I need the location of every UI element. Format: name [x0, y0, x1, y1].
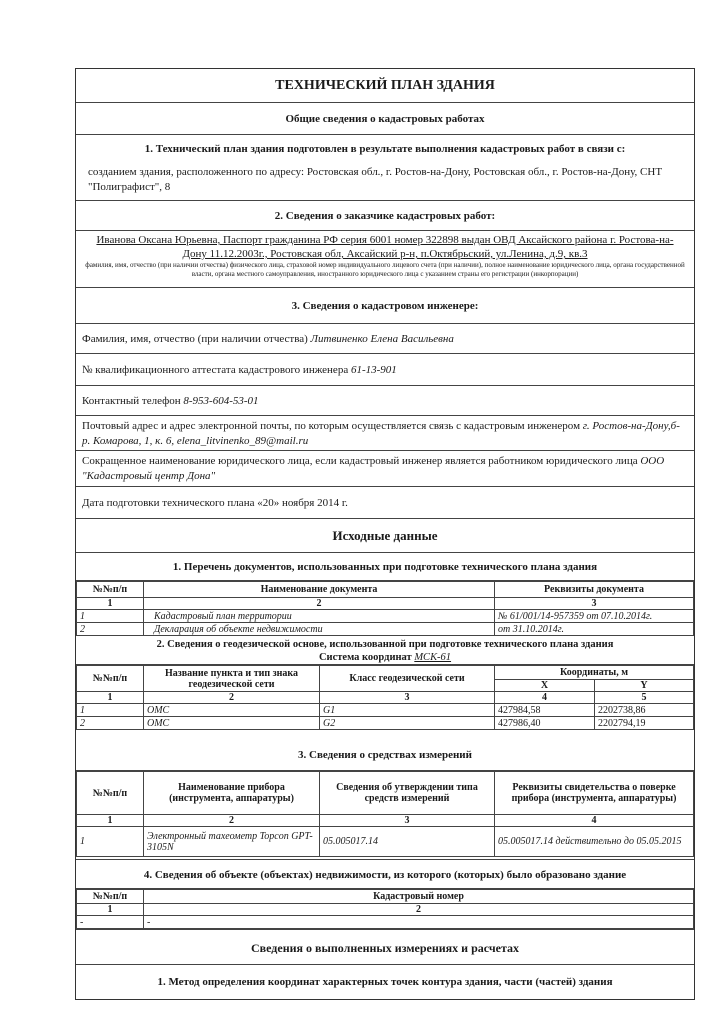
geo-cell: G1 — [320, 704, 495, 717]
instr-cell: 1 — [77, 827, 144, 857]
docs-cell: от 31.10.2014г. — [495, 623, 694, 636]
geo-col-number: 1 — [77, 692, 144, 704]
table-row — [77, 717, 694, 730]
documents-heading: 1. Перечень документов, использованных при подготовке технического плана здания — [76, 553, 694, 581]
geo-cell: G2 — [320, 717, 495, 730]
geo-header-coords: Координаты, м — [495, 666, 694, 680]
instr-col-number: 2 — [144, 815, 320, 827]
customer-caption: фамилия, имя, отчество (при наличии отчества) физического лица, страховой номер индивидуального лицевого счета (при наличии), полное наименование юридического лица, органа государственной власти, органа местного самоуправления, иностранного юридического лица с указанием страны его регистрации (инкорпорации) — [85, 261, 685, 278]
geo-cell: 2202738,86 — [595, 704, 694, 717]
geo-header-x: X — [495, 680, 595, 692]
geodetic-heading — [76, 635, 694, 665]
docs-cell: Декларация об объекте недвижимости — [144, 623, 495, 636]
geo-header-class: Класс геодезической сети — [320, 666, 495, 692]
objects-cell: - — [77, 916, 144, 929]
address-label: Почтовый адрес и адрес электронной почты, по которым осуществляется связь с кадастровым инженером — [82, 420, 581, 432]
instr-col-number: 1 — [77, 815, 144, 827]
instr-cell: Электронный тахеометр Topcon GPT-3105N — [144, 827, 320, 857]
docs-col-number: 1 — [77, 598, 144, 610]
table-row — [77, 827, 694, 857]
docs-header-details: Реквизиты документа — [495, 582, 694, 598]
objects-col-number: 2 — [144, 904, 694, 916]
docs-header-num: №№п/п — [77, 582, 144, 598]
geo-cell: 427986,40 — [495, 717, 595, 730]
objects-header-num: №№п/п — [77, 890, 144, 904]
geo-cell: 2202794,19 — [595, 717, 694, 730]
docs-cell: Кадастровый план территории — [144, 610, 495, 623]
table-row — [77, 623, 694, 636]
docs-cell: 1 — [77, 610, 144, 623]
certificate-row — [76, 354, 694, 386]
phone-label: Контактный телефон — [82, 395, 181, 407]
objects-header-cadastral: Кадастровый номер — [144, 890, 694, 904]
documents-table — [76, 581, 694, 636]
geo-cell: ОМС — [144, 704, 320, 717]
instr-cell: 05.005017.14 действительно до 05.05.2015 — [495, 827, 694, 857]
instr-header-certificate: Реквизиты свидетельства о поверке прибора (инструмента, аппаратуры) — [495, 772, 694, 815]
table-row — [77, 704, 694, 717]
geodetic-table — [76, 665, 694, 730]
engineer-name-value: Литвиненко Елена Васильевна — [310, 333, 454, 345]
organization-label: Сокращенное наименование юридического лица, если кадастровый инженер является работником юридического лица — [82, 455, 638, 467]
table-row — [77, 916, 694, 929]
geo-header-num: №№п/п — [77, 666, 144, 692]
geo-col-number: 5 — [595, 692, 694, 704]
certificate-value: 61-13-901 — [350, 364, 397, 376]
geo-col-number: 2 — [144, 692, 320, 704]
instr-cell: 05.005017.14 — [320, 827, 495, 857]
objects-table — [76, 889, 694, 929]
coordinate-system-value: МСК-61 — [414, 652, 452, 663]
docs-cell: 2 — [77, 623, 144, 636]
source-data-heading: Исходные данные — [76, 519, 694, 553]
geo-cell: ОМС — [144, 717, 320, 730]
phone-value: 8-953-604-53-01 — [183, 395, 259, 407]
geo-col-number: 3 — [320, 692, 495, 704]
objects-cell: - — [144, 916, 694, 929]
section-3-heading: 3. Сведения о кадастровом инженере: — [76, 288, 694, 324]
section-2-heading: 2. Сведения о заказчике кадастровых работ: — [76, 201, 694, 231]
geo-cell: 1 — [77, 704, 144, 717]
coordinate-system-label: Система координат — [318, 652, 412, 663]
section-1-text: созданием здания, расположенного по адресу: Ростовская обл., г. Ростов-на-Дону, Ростовская обл., г. Ростов-на-Дону, СНТ "Полиграфист", 8 — [88, 166, 663, 193]
table-row — [77, 610, 694, 623]
instruments-heading: 3. Сведения о средствах измерений — [76, 739, 694, 771]
instruments-table — [76, 771, 694, 857]
date-row: Дата подготовки технического плана «20» ноября 2014 г. — [76, 487, 694, 519]
geo-cell: 2 — [77, 717, 144, 730]
docs-header-name: Наименование документа — [144, 582, 495, 598]
objects-heading: 4. Сведения об объекте (объектах) недвижимости, из которого (которых) было образовано здание — [76, 859, 694, 889]
address-value: г. Ростов-на-Дону,б-р. Комарова, 1, к. 6, elena_litvinenko_89@mail.ru — [82, 420, 680, 447]
organization-row — [76, 451, 694, 487]
docs-cell: № 61/001/14-957359 от 07.10.2014г. — [495, 610, 694, 623]
instr-col-number: 4 — [495, 815, 694, 827]
method-heading: 1. Метод определения координат характерных точек контура здания, части (частей) здания — [157, 976, 613, 988]
general-info-heading: Общие сведения о кадастровых работах — [76, 103, 694, 135]
geo-header-point: Название пункта и тип знака геодезической сети — [144, 666, 320, 692]
measurements-heading: Сведения о выполненных измерениях и расчетах — [76, 929, 694, 965]
technical-plan-document — [75, 68, 695, 1000]
geo-header-y: Y — [595, 680, 694, 692]
docs-col-number: 2 — [144, 598, 495, 610]
coordinate-system — [76, 651, 694, 664]
objects-col-number: 1 — [77, 904, 144, 916]
docs-col-number: 3 — [495, 598, 694, 610]
instr-header-device: Наименование прибора (инструмента, аппаратуры) — [144, 772, 320, 815]
certificate-label: № квалификационного аттестата кадастрового инженера — [82, 364, 349, 376]
engineer-name-row — [76, 324, 694, 354]
instr-header-approval: Сведения об утверждении типа средств измерений — [320, 772, 495, 815]
instr-header-num: №№п/п — [77, 772, 144, 815]
organization-value: ООО "Кадастровый центр Дона" — [82, 455, 665, 482]
section-2-body — [76, 231, 694, 288]
document-title: ТЕХНИЧЕСКИЙ ПЛАН ЗДАНИЯ — [76, 69, 694, 103]
customer-info: Иванова Оксана Юрьевна, Паспорт гражданина РФ серия 6001 номер 322898 выдан ОВД Аксайского района г. Ростова-на-Дону 11.12.2003г., Ростовская обл, Аксайский р-н, п.Октябрьский, ул.Ленина, д.9, кв.3 — [96, 234, 674, 260]
geodetic-heading-text: 2. Сведения о геодезической основе, использованной при подготовке технического плана здания — [156, 639, 614, 650]
geo-col-number: 4 — [495, 692, 595, 704]
section-1 — [76, 135, 694, 201]
phone-row — [76, 386, 694, 416]
geo-cell: 427984,58 — [495, 704, 595, 717]
engineer-name-label: Фамилия, имя, отчество (при наличии отчества) — [82, 333, 308, 345]
address-row — [76, 416, 694, 451]
instr-col-number: 3 — [320, 815, 495, 827]
section-1-heading: 1. Технический план здания подготовлен в результате выполнения кадастровых работ в связи с: — [144, 143, 626, 155]
